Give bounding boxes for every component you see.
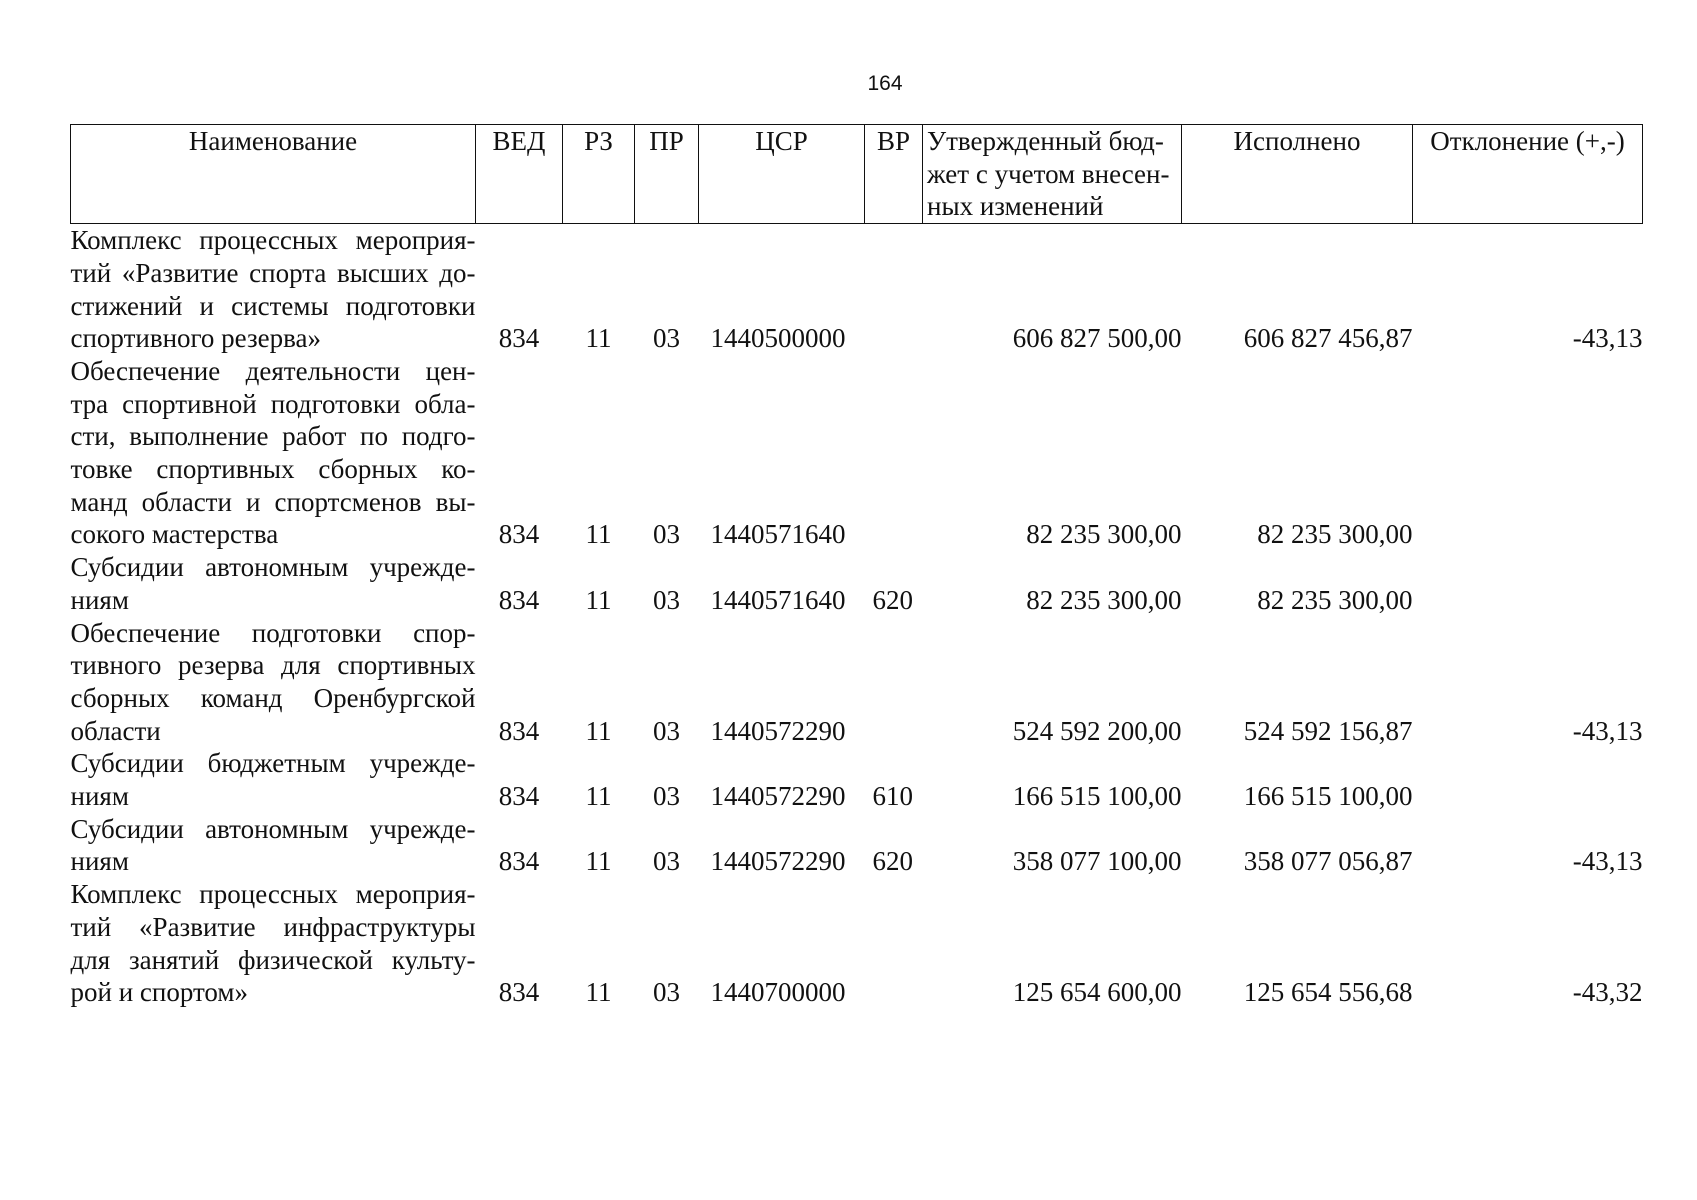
row-name: Субсидии бюджетным учрежде-ниям — [70, 748, 476, 812]
row-approved: 606 827 500,00 — [1012, 323, 1182, 354]
row-name: Субсидии автономным учрежде-ниям — [70, 552, 476, 615]
table-row — [71, 878, 1643, 1009]
row-rz: 11 — [585, 846, 612, 877]
header-name: Наименование — [71, 125, 476, 224]
row-executed: 82 235 300,00 — [1257, 584, 1413, 615]
row-deviation: -43,13 — [1572, 323, 1643, 354]
page-number: 164 — [867, 72, 903, 95]
row-vr: 610 — [872, 781, 913, 812]
row-ved: 834 — [498, 584, 540, 615]
row-vr: 620 — [872, 846, 913, 877]
table-row — [71, 617, 1643, 748]
row-csr: 1440572290 — [710, 846, 846, 877]
row-csr: 1440700000 — [710, 977, 846, 1008]
row-csr: 1440571640 — [710, 519, 846, 550]
row-deviation: -43,13 — [1572, 715, 1643, 746]
row-deviation — [1413, 747, 1643, 812]
row-approved: 82 235 300,00 — [1026, 584, 1182, 615]
row-rz: 11 — [585, 715, 612, 746]
row-pr: 03 — [653, 323, 680, 354]
row-ved: 834 — [498, 781, 540, 812]
table-row — [71, 747, 1643, 812]
row-csr: 1440572290 — [710, 781, 846, 812]
row-vr — [865, 355, 923, 551]
header-row — [71, 125, 1643, 224]
table-row — [71, 355, 1643, 551]
row-pr: 03 — [653, 846, 680, 877]
table-header — [71, 125, 1643, 224]
row-pr: 03 — [653, 715, 680, 746]
budget-execution-table — [70, 124, 1643, 1009]
table-row — [71, 551, 1643, 616]
row-executed: 524 592 156,87 — [1243, 715, 1413, 746]
row-ved: 834 — [498, 519, 540, 550]
row-approved: 166 515 100,00 — [1012, 781, 1182, 812]
row-executed: 82 235 300,00 — [1257, 519, 1413, 550]
row-csr: 1440572290 — [710, 715, 846, 746]
header-vr: ВР — [865, 125, 923, 224]
row-ved: 834 — [498, 846, 540, 877]
row-rz: 11 — [585, 519, 612, 550]
row-name: Субсидии автономным учрежде-ниям — [70, 813, 476, 877]
table-row — [71, 224, 1643, 355]
row-csr: 1440500000 — [710, 323, 846, 354]
row-pr: 03 — [653, 519, 680, 550]
row-vr — [865, 878, 923, 1009]
row-rz: 11 — [585, 781, 612, 812]
row-vr — [865, 617, 923, 748]
row-name: Комплекс процессных мероприя-тий «Развитие спорта высших до-стижений и системы подготовки спортивного резерва» — [70, 225, 476, 354]
row-approved: 524 592 200,00 — [1012, 715, 1182, 746]
table-row — [71, 813, 1643, 878]
row-pr: 03 — [653, 584, 680, 615]
header-rz: РЗ — [563, 125, 635, 224]
table-body — [71, 224, 1643, 1009]
row-executed: 166 515 100,00 — [1243, 781, 1413, 812]
row-name: Комплекс процессных мероприя-тий «Развитие инфраструктуры для занятий физической культу-рой и спортом» — [70, 879, 476, 1008]
row-ved: 834 — [498, 977, 540, 1008]
row-executed: 606 827 456,87 — [1243, 323, 1413, 354]
header-csr: ЦСР — [699, 125, 865, 224]
row-deviation: -43,32 — [1572, 977, 1643, 1008]
row-deviation — [1413, 355, 1643, 551]
row-name: Обеспечение деятельности цен-тра спортивной подготовки обла-сти, выполнение работ по подго-товке спортивных сборных ко-манд области и спортсменов вы-сокого мастерства — [70, 355, 476, 550]
row-approved: 358 077 100,00 — [1012, 846, 1182, 877]
header-deviation: Отклонение (+,-) — [1413, 125, 1643, 224]
row-ved: 834 — [498, 323, 540, 354]
header-ved: ВЕД — [476, 125, 563, 224]
row-executed: 125 654 556,68 — [1243, 977, 1413, 1008]
row-deviation — [1413, 551, 1643, 616]
header-approved: Утвержденный бюд-жет с учетом внесен-ных изменений — [923, 125, 1182, 224]
row-pr: 03 — [653, 781, 680, 812]
row-rz: 11 — [585, 323, 612, 354]
row-csr: 1440571640 — [710, 584, 846, 615]
header-executed: Исполнено — [1182, 125, 1413, 224]
row-rz: 11 — [585, 977, 612, 1008]
row-rz: 11 — [585, 584, 612, 615]
row-approved: 125 654 600,00 — [1012, 977, 1182, 1008]
row-pr: 03 — [653, 977, 680, 1008]
header-pr: ПР — [635, 125, 699, 224]
row-approved: 82 235 300,00 — [1026, 519, 1182, 550]
row-vr — [865, 224, 923, 355]
row-deviation: -43,13 — [1572, 846, 1643, 877]
row-ved: 834 — [498, 715, 540, 746]
row-name: Обеспечение подготовки спор-тивного резерва для спортивных сборных команд Оренбургской области — [70, 617, 476, 746]
row-executed: 358 077 056,87 — [1243, 846, 1413, 877]
row-vr: 620 — [872, 584, 913, 615]
